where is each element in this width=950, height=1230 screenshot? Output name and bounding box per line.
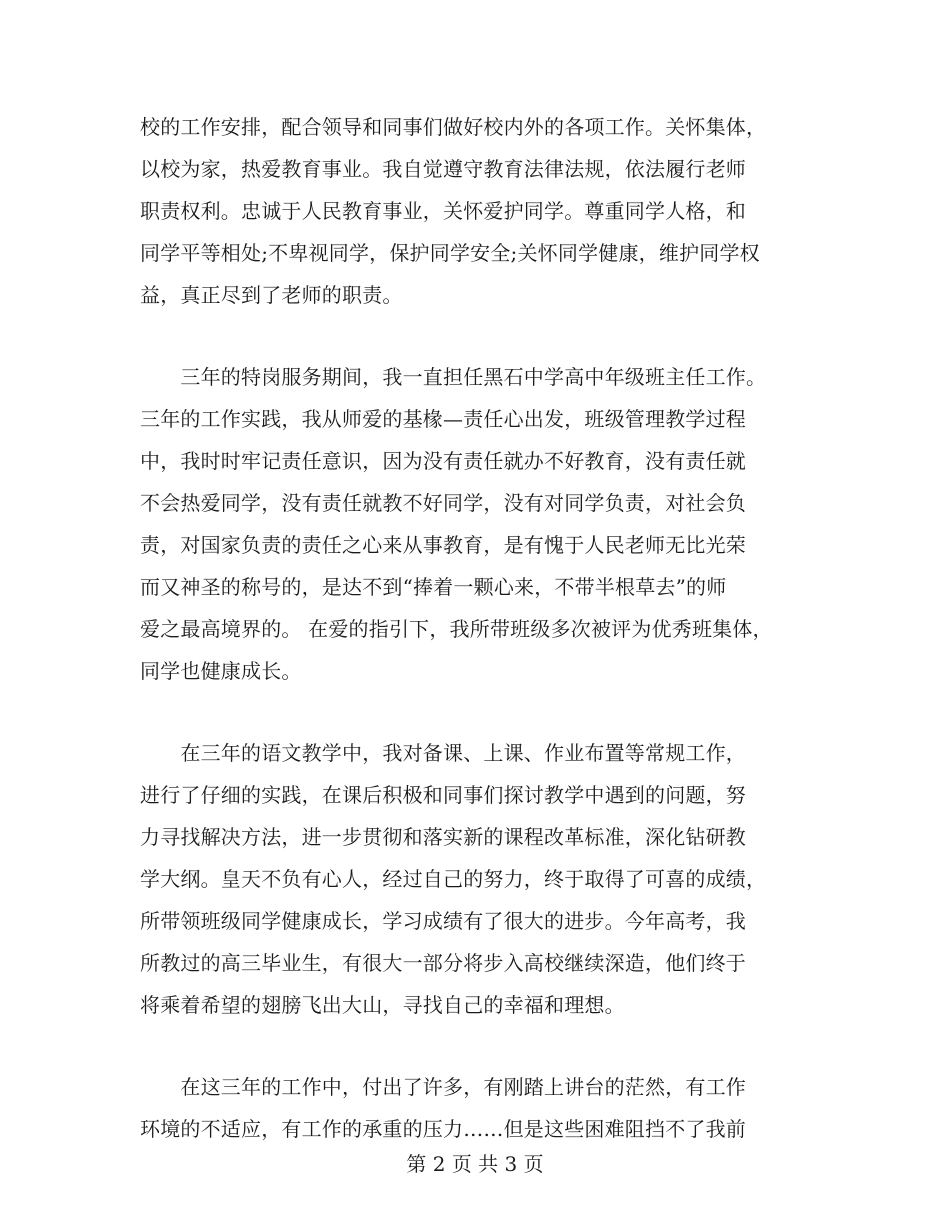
text-line: 三年的工作实践，我从师爱的基椽—责任心出发，班级管理教学过程 — [140, 407, 746, 431]
text-line: 同学也健康成长。 — [140, 659, 302, 683]
text-line: 而又神圣的称号的，是达不到“捧着一颗心来，不带半根草去”的师 — [140, 575, 727, 599]
text-line: 中，我时时牢记责任意识，因为没有责任就办不好教育，没有责任就 — [140, 449, 746, 473]
text-line: 爱之最高境界的。 在爱的指引下，我所带班级多次被评为优秀班集体， — [140, 617, 773, 641]
text-line: 在三年的语文教学中，我对备课、上课、作业布置等常规工作， — [140, 741, 746, 765]
text-line: 学大纲。皇天不负有心人，经过自己的努力，终于取得了可喜的成绩， — [140, 867, 767, 891]
text-line: 职责权利。忠诚于人民教育事业，关怀爱护同学。尊重同学人格，和 — [140, 199, 746, 223]
text-line: 以校为家，热爱教育事业。我自觉遵守教育法律法规，依法履行老师 — [140, 157, 746, 181]
paragraph-3 — [140, 732, 812, 1026]
paragraph-2 — [140, 356, 812, 692]
document-body — [140, 106, 812, 1190]
text-line: 所教过的高三毕业生，有很大一部分将步入高校继续深造，他们终于 — [140, 951, 746, 975]
text-line: 所带领班级同学健康成长，学习成绩有了很大的进步。今年高考，我 — [140, 909, 746, 933]
paragraph-1 — [140, 106, 812, 316]
text-line: 进行了仔细的实践，在课后积极和同事们探讨教学中遇到的问题，努 — [140, 783, 746, 807]
text-line: 责，对国家负责的责任之心来从事教育，是有愧于人民老师无比光荣 — [140, 533, 746, 557]
text-line: 在这三年的工作中，付出了许多，有刚踏上讲台的茫然，有工作 — [140, 1075, 746, 1099]
text-line: 同学平等相处;不卑视同学，保护同学安全;关怀同学健康，维护同学权 — [140, 241, 760, 265]
text-line: 不会热爱同学，没有责任就教不好同学，没有对同学负责，对社会负 — [140, 491, 746, 515]
text-line: 力寻找解决方法，进一步贯彻和落实新的课程改革标准，深化钻研教 — [140, 825, 746, 849]
text-line: 益，真正尽到了老师的职责。 — [140, 283, 403, 307]
page-number-footer: 第 2 页 共 3 页 — [406, 1152, 544, 1176]
paragraph-4 — [140, 1066, 812, 1150]
text-line: 将乘着希望的翅膀飞出大山，寻找自己的幸福和理想。 — [140, 993, 625, 1017]
text-line: 环境的不适应，有工作的承重的压力……但是这些困难阻挡不了我前 — [140, 1117, 746, 1141]
text-line: 校的工作安排，配合领导和同事们做好校内外的各项工作。关怀集体， — [140, 115, 767, 139]
text-line: 三年的特岗服务期间，我一直担任黑石中学高中年级班主任工作。 — [140, 365, 767, 389]
